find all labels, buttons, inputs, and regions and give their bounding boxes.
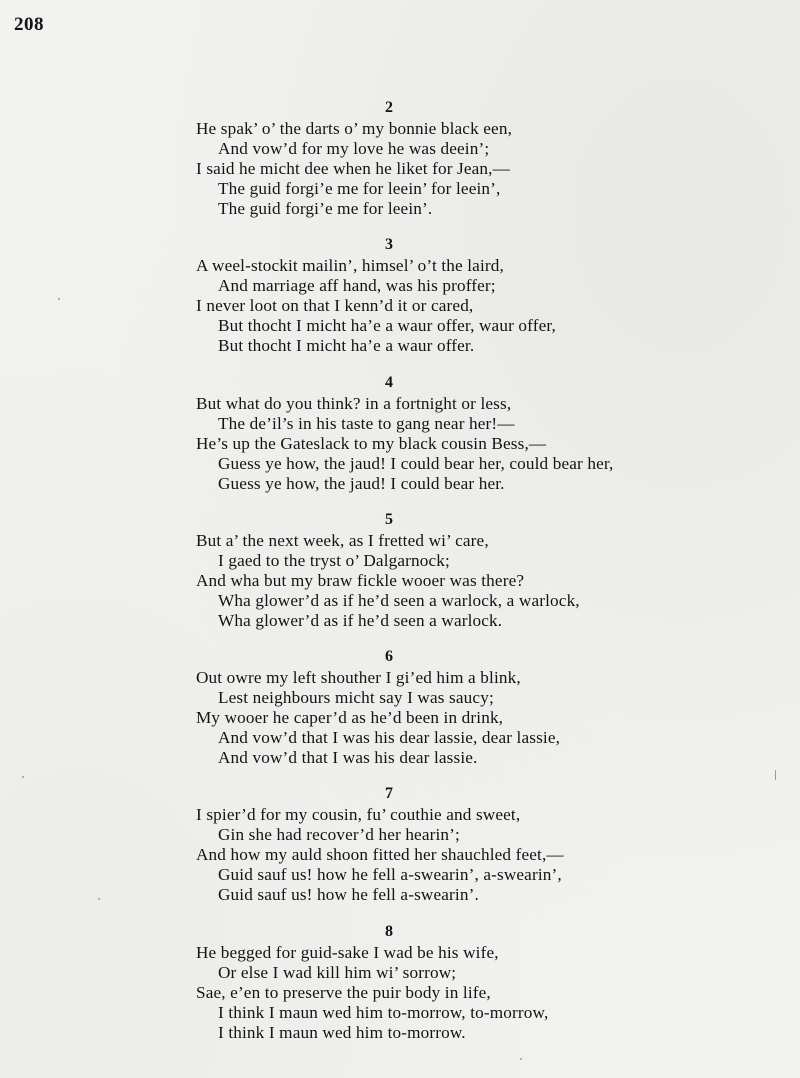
poem-line: Or else I wad kill him wi’ sorrow;	[218, 962, 457, 982]
poem-line: Wha glower’d as if he’d seen a warlock, a warlock,	[218, 590, 580, 610]
poem-line: Guess ye how, the jaud! I could bear her, could bear her,	[218, 453, 614, 473]
poem-line: The guid forgi’e me for leein’ for leein’,	[218, 179, 501, 198]
paper-speck	[58, 298, 60, 300]
poem-line: I gaed to the tryst o’ Dalgarnock;	[218, 550, 450, 570]
stanza-number: 5	[385, 510, 393, 528]
poem-line: I never loot on that I kenn’d it or cared,	[196, 296, 474, 316]
poem-line: But what do you think? in a fortnight or less,	[196, 393, 512, 413]
poem-line: And wha but my braw fickle wooer was there?	[196, 570, 525, 590]
stanza-7	[196, 783, 786, 920]
poem-line: Wha glower’d as if he’d seen a warlock.	[218, 610, 503, 630]
paper-speck	[98, 898, 100, 900]
page-number: 208	[14, 14, 44, 35]
poem-line: He’s up the Gateslack to my black cousin Bess,—	[196, 433, 547, 453]
poem-line: Guess ye how, the jaud! I could bear her.	[218, 473, 505, 493]
poem-line: And vow’d that I was his dear lassie, dear lassie,	[218, 728, 561, 748]
poem-line: But a’ the next week, as I fretted wi’ care,	[196, 530, 489, 550]
poem-line: Gin she had recover’d her hearin’;	[218, 825, 460, 845]
poem-line: But thocht I micht ha’e a waur offer, waur offer,	[218, 316, 556, 336]
stanza-number: 6	[385, 648, 393, 666]
stanza-8	[196, 921, 786, 1058]
poem-line: And marriage aff hand, was his proffer;	[218, 276, 496, 296]
poem-line: A weel-stockit mailin’, himsel’ o’t the laird,	[196, 256, 504, 276]
poem	[196, 97, 786, 1058]
stanza-number: 8	[385, 922, 393, 940]
poem-line: I spier’d for my cousin, fu’ couthie and sweet,	[196, 805, 521, 825]
poem-line: He spak’ o’ the darts o’ my bonnie black een,	[196, 119, 513, 138]
poem-line: And how my auld shoon fitted her shauchled feet,—	[196, 845, 564, 865]
poem-line: And vow’d that I was his dear lassie.	[218, 748, 478, 768]
stanza-2	[196, 97, 786, 234]
poem-line: My wooer he caper’d as he’d been in drink,	[196, 708, 504, 728]
stanza-number: 7	[385, 785, 393, 803]
poem-line: Lest neighbours micht say I was saucy;	[218, 688, 494, 708]
poem-line: Sae, e’en to preserve the puir body in life,	[196, 982, 491, 1002]
stanza-3	[196, 234, 786, 371]
paper-speck	[775, 770, 776, 780]
poem-line: I said he micht dee when he liket for Jean,—	[196, 159, 510, 178]
poem-line: And vow’d for my love he was deein’;	[218, 139, 490, 158]
poem-line: Guid sauf us! how he fell a-swearin’.	[218, 885, 479, 905]
stanza-6	[196, 646, 786, 783]
stanza-number: 3	[385, 236, 393, 254]
poem-line: The guid forgi’e me for leein’.	[218, 199, 433, 218]
poem-line: The de’il’s in his taste to gang near her!—	[218, 413, 515, 433]
stanza-4	[196, 372, 786, 509]
poem-line: I think I maun wed him to-morrow, to-morrow,	[218, 1002, 549, 1022]
poem-line: But thocht I micht ha’e a waur offer.	[218, 336, 475, 356]
poem-line: I think I maun wed him to-morrow.	[218, 1022, 466, 1042]
stanza-5	[196, 509, 786, 646]
poem-line: Out owre my left shouther I gi’ed him a blink,	[196, 668, 521, 688]
stanza-number: 2	[385, 99, 393, 116]
paper-speck	[520, 1058, 522, 1060]
poem-line: He begged for guid-sake I wad be his wife,	[196, 942, 499, 962]
poem-line: Guid sauf us! how he fell a-swearin’, a-swearin’,	[218, 865, 562, 885]
stanza-number: 4	[385, 373, 393, 391]
paper-speck	[22, 776, 24, 778]
